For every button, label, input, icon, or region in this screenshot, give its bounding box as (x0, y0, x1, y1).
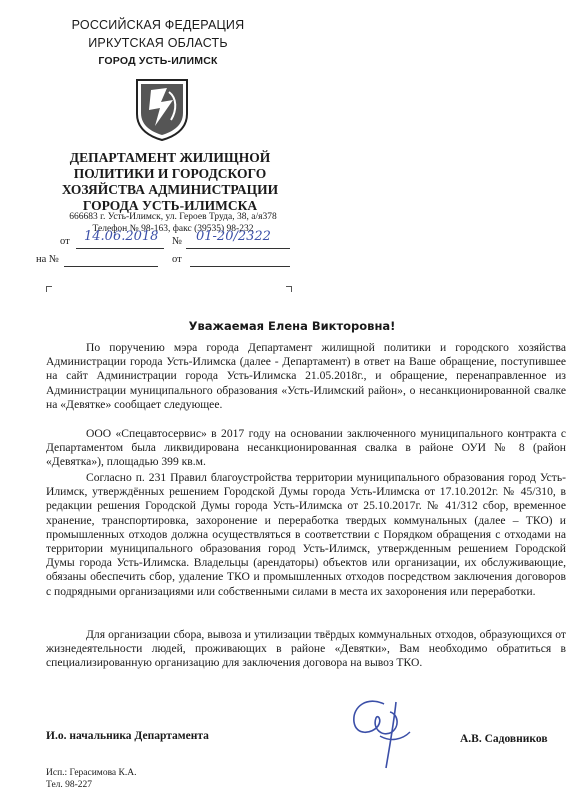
header-city: ГОРОД УСТЬ-ИЛИМСК (98, 55, 218, 67)
department-title (40, 150, 300, 214)
ref-number-underline (64, 266, 158, 267)
department-line: ПОЛИТИКИ И ГОРОДСКОГО (73, 166, 267, 181)
handwritten-date: 14.06.2018 (84, 229, 159, 244)
handwritten-signature (338, 692, 422, 775)
signatory-position: И.о. начальника Департамента (46, 730, 209, 742)
city-emblem (133, 76, 191, 142)
phone-line: Телефон № 98-163, факс (39535) 98-232 (92, 224, 254, 234)
paragraph: ООО «Спецавтосервис» в 2017 году на основании заключенного муниципального контракта с Департаментом была ликвидирована несанкционированная свалка в районе ОУИ № 8 (район «Девятка»), площадью 399 кв.м. (46, 427, 566, 469)
number-label: № (172, 236, 183, 247)
handwritten-number: 01-20/2322 (196, 229, 271, 244)
corner-mark-right (286, 286, 292, 292)
date-label: от (60, 236, 70, 247)
corner-mark-left (46, 286, 52, 292)
greeting: Уважаемая Елена Викторовна! (188, 319, 396, 333)
number-underline (186, 248, 290, 249)
paragraph: Согласно п. 231 Правил благоустройства территории муниципального образования город Усть-Илимск, утверждённых решением Городской Думы города Усть-Илимска от 17.10.2012г. № 45/310, в редакции решения Городской Думы города Усть-Илимска от 25.10.2017г. № 41/312 сбор, временное хранение, транспортировка, захоронение и переработка твердых коммунальных (далее – ТКО) и промышленных отходов должна осуществляться в соответствии с Порядком обращения с отходами на территории муниципального образования город Усть-Илимск, утвержденным решением Городской Думы города Усть-Илимска. Владельцы (арендаторы) объектов или организации, их обслуживающие, обязаны обеспечить сбор, удаление ТКО и промышленных отходов посредством заключения договоров с подрядными организациями или собственными силами в места их захоронения или переработки. (46, 471, 566, 598)
department-line: ДЕПАРТАМЕНТ ЖИЛИЩНОЙ (69, 150, 271, 165)
executor-name: Исп.: Герасимова К.А. (46, 768, 137, 778)
ref-date-underline (190, 266, 290, 267)
ref-date-label: от (172, 254, 182, 265)
department-line: ХОЗЯЙСТВА АДМИНИСТРАЦИИ (61, 182, 279, 197)
signatory-name: А.В. Садовников (460, 733, 548, 745)
paragraph: Для организации сбора, вывоза и утилизации твёрдых коммунальных отходов, образующихся от жизнедеятельности людей, проживающих в районе «Девятки», Вам необходимо обратиться в специализированную организацию для заключения договора на вывоз ТКО. (46, 628, 566, 670)
header-region: ИРКУТСКАЯ ОБЛАСТЬ (88, 36, 228, 50)
department-line: ГОРОДА УСТЬ-ИЛИМСКА (82, 198, 258, 213)
date-underline (76, 248, 164, 249)
address-line: 666683 г. Усть-Илимск, ул. Героев Труда, 38, а/я378 (69, 212, 277, 222)
executor-phone: Тел. 98-227 (46, 780, 93, 790)
header-country: РОССИЙСКАЯ ФЕДЕРАЦИЯ (71, 18, 245, 32)
ref-number-label: на № (36, 254, 59, 265)
paragraph: По поручению мэра города Департамент жилищной политики и городского хозяйства Администрации города Усть-Илимска (далее - Департамент) в ответ на Ваше обращение, поступившее на сайт Администрации города Усть-Илимска 21.05.2018г., и обращение, перенаправленное из Администрации муниципального образования «Усть-Илимский район», о несанкционированной свалке на «Девятке» сообщает следующее. (46, 341, 566, 411)
